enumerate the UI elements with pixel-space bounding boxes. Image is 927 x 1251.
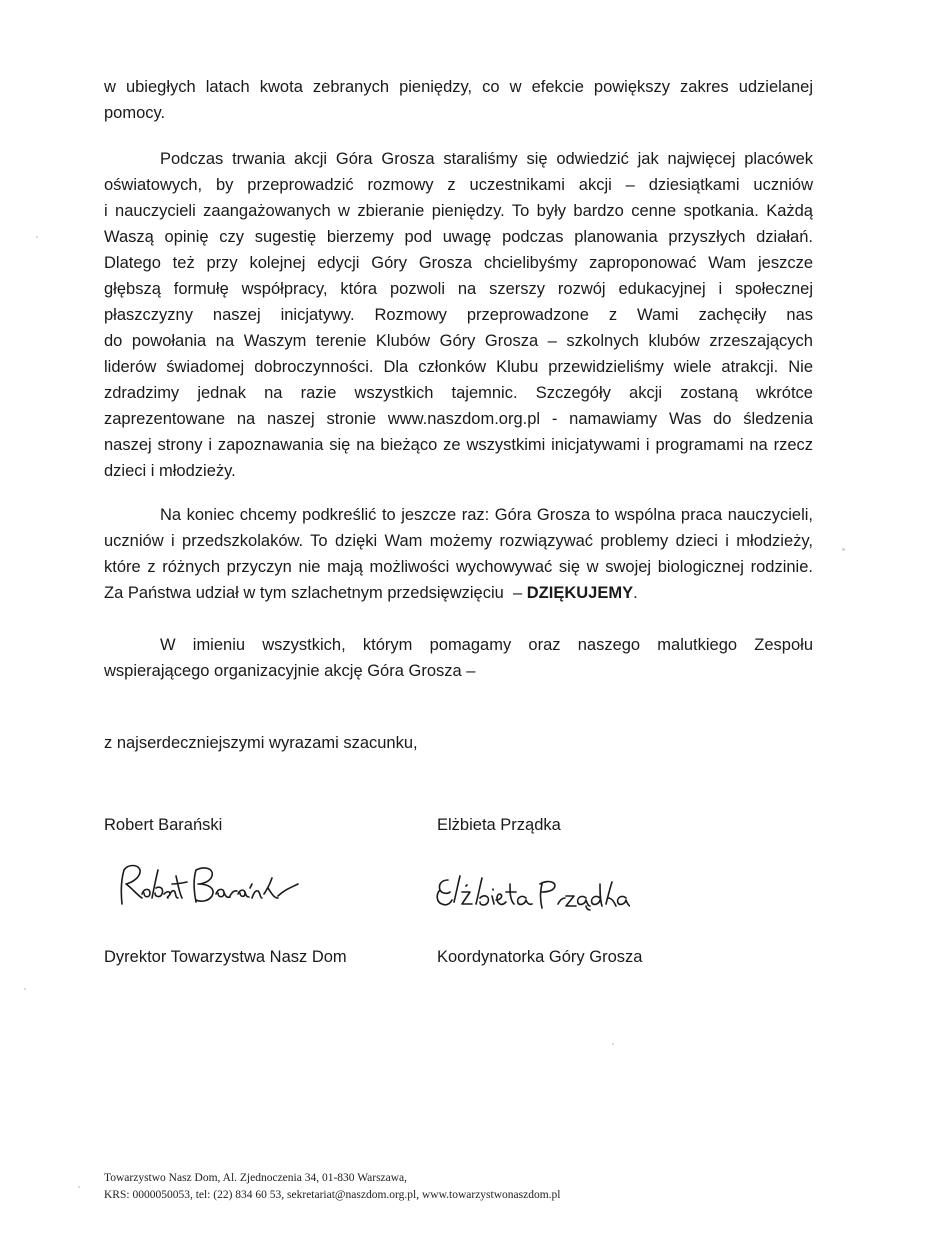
thanks-bold: DZIĘKUJEMY: [526, 584, 634, 602]
paragraph-line: w ubiegłych latach kwota zebranych pieniędzy, co w efekcie powiększy zakres udzielanej: [104, 78, 813, 96]
footer-address: Towarzystwo Nasz Dom, Al. Zjednoczenia 34, 01-830 Warszawa,: [104, 1172, 408, 1184]
paragraph-3: [104, 502, 813, 606]
paragraph-4: [104, 632, 813, 684]
closing-text: z najserdeczniejszymi wyrazami szacunku,: [104, 734, 418, 752]
scan-speck: [24, 988, 26, 990]
paragraph-line: liderów świadomej dobroczynności. Dla członków Klubu przewidzieliśmy wiele atrakcji. Nie: [104, 358, 813, 376]
paragraph-line: Na koniec chcemy podkreślić to jeszcze raz: Góra Grosza to wspólna praca nauczycieli,: [160, 506, 813, 524]
signatory-name-left: Robert Barański: [104, 816, 223, 834]
paragraph-line: W imieniu wszystkich, którym pomagamy oraz naszego malutkiego Zespołu: [160, 636, 813, 654]
closing-line: [104, 730, 813, 756]
paragraph-line: oświatowych, by przeprowadzić rozmowy z uczestnikami akcji – dziesiątkami uczniów: [104, 176, 813, 194]
signatory-name-right: Elżbieta Prządka: [437, 816, 561, 834]
paragraph-line: Waszą opinię czy sugestię bierzemy pod uwagę podczas planowania przyszłych działań.: [104, 228, 813, 246]
paragraph-line: Podczas trwania akcji Góra Grosza staraliśmy się odwiedzić jak najwięcej placówek: [160, 150, 813, 168]
scan-speck: [36, 236, 38, 238]
paragraph-line: głębszą formułę współpracy, która pozwoli na szerszy rozwój edukacyjnej i społecznej: [104, 280, 813, 298]
paragraph-line: pomocy.: [104, 104, 166, 122]
paragraph-line-thanks: [104, 580, 813, 606]
letterhead-footer: [104, 1170, 560, 1204]
paragraph-line: zdradzimy jednak na razie wszystkich tajemnic. Szczegóły akcji zostaną wkrótce: [104, 384, 813, 402]
paragraph-line: dzieci i młodzieży.: [104, 462, 236, 480]
footer-contact: KRS: 0000050053, tel: (22) 834 60 53, sekretariat@naszdom.org.pl, www.towarzystwonaszdom.pl: [104, 1189, 561, 1201]
signatory-role-left: Dyrektor Towarzystwa Nasz Dom: [104, 948, 347, 966]
scan-speck: [842, 548, 845, 551]
paragraph-line: Dlatego też przy kolejnej edycji Góry Grosza chcielibyśmy zaproponować Wam jeszcze: [104, 254, 813, 272]
paragraph-line: płaszczyzny naszej inicjatywy. Rozmowy przeprowadzone z Wami zachęciły nas: [104, 306, 813, 324]
scan-speck: [78, 1186, 80, 1188]
thanks-prefix: Za Państwa udział w tym szlachetnym przedsięwzięciu –: [104, 584, 527, 602]
signatory-role-right: Koordynatorka Góry Grosza: [437, 948, 643, 966]
paragraph-line: do powołania na Waszym terenie Klubów Góry Grosza – szkolnych klubów zrzeszających: [104, 332, 813, 350]
paragraph-line: wspierającego organizacyjnie akcję Góra Grosza –: [104, 662, 476, 680]
scan-speck: [612, 1043, 614, 1045]
thanks-suffix: .: [633, 584, 638, 602]
paragraph-line: naszej strony i zapoznawania się na bieżąco ze wszystkimi inicjatywami i programami na rzecz: [104, 436, 813, 454]
paragraph-line: uczniów i przedszkolaków. To dzięki Wam możemy rozwiązywać problemy dzieci i młodzieży,: [104, 532, 813, 550]
paragraph-line: zaprezentowane na naszej stronie www.naszdom.org.pl - namawiamy Was do śledzenia: [104, 410, 813, 428]
paragraph-1: [104, 74, 813, 126]
paragraph-line: i nauczycieli zaangażowanych w zbieranie pieniędzy. To były bardzo cenne spotkania. Każdą: [104, 202, 813, 220]
signature-robert-baranski: [112, 858, 302, 912]
paragraph-line: które z różnych przyczyn nie mają możliwości wychowywać się w swojej biologicznej rodzinie.: [104, 558, 813, 576]
signature-elzbieta-pradka: [430, 870, 630, 914]
paragraph-2: [104, 146, 813, 484]
